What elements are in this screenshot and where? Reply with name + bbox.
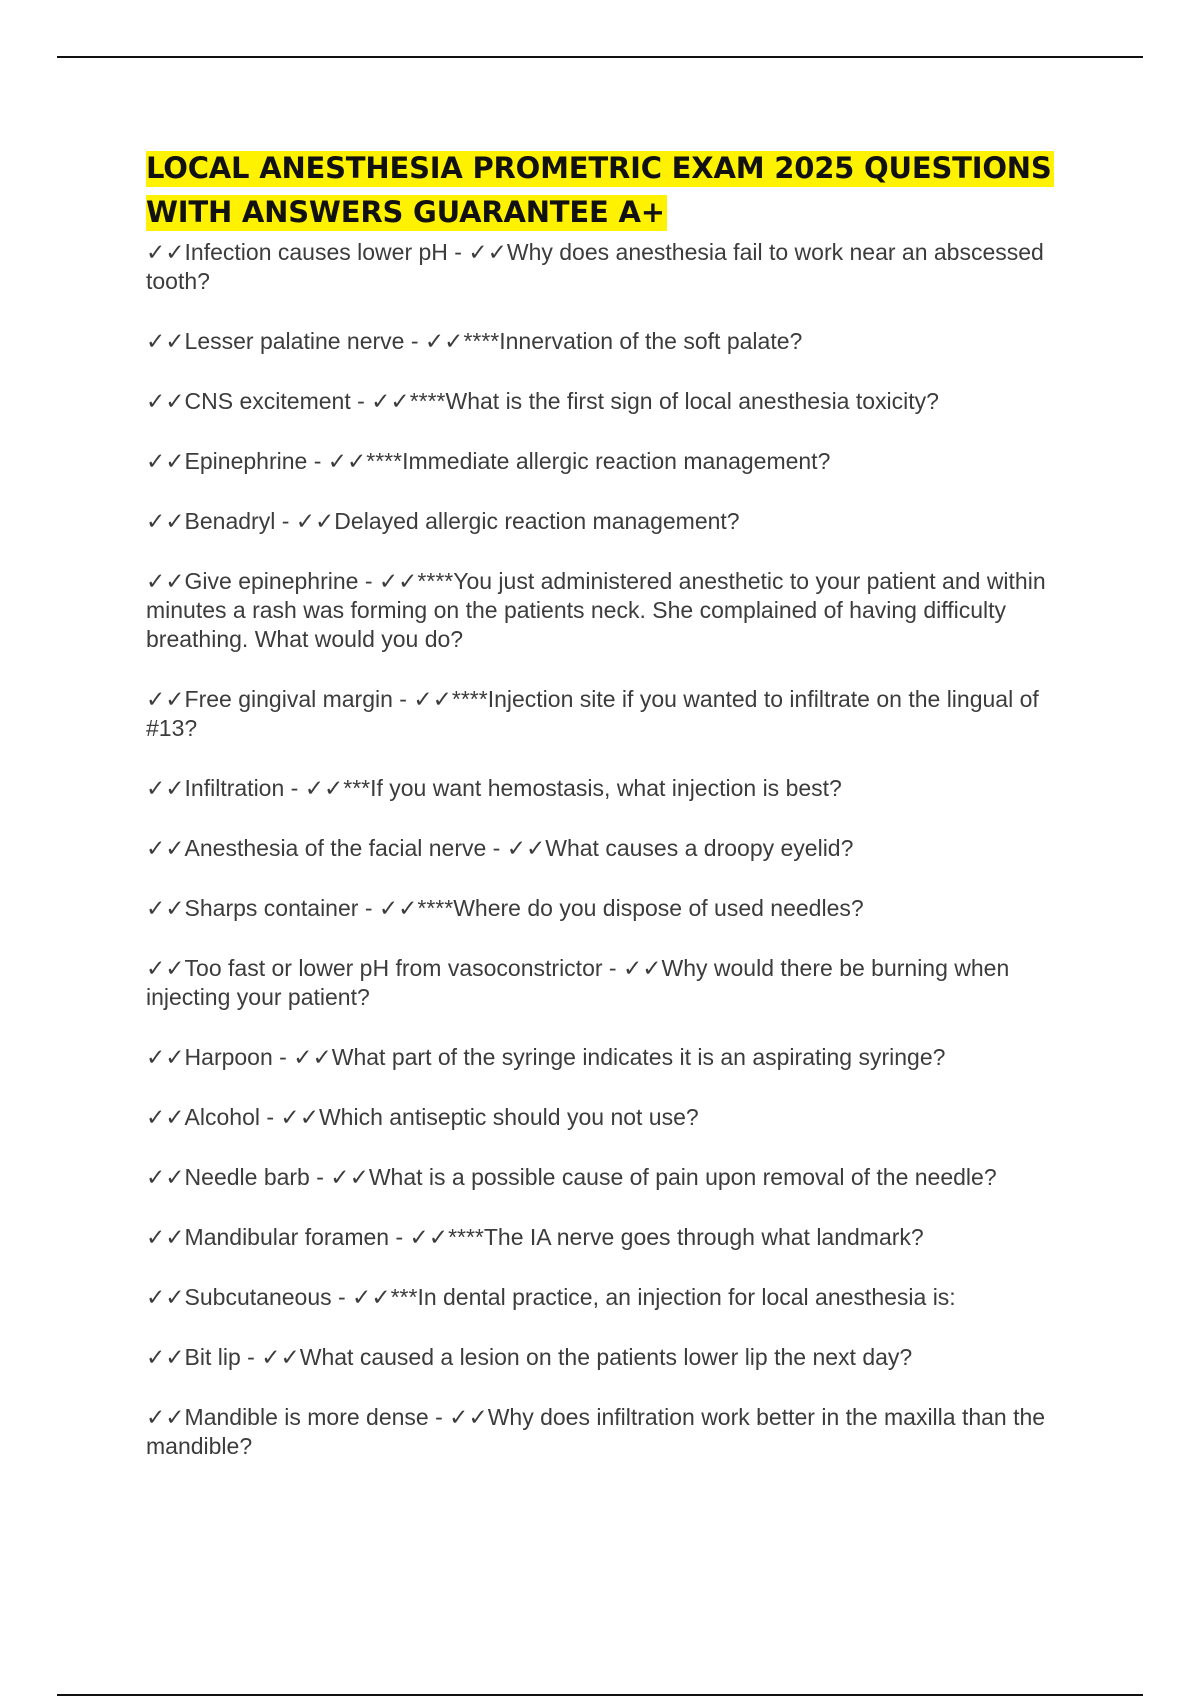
qa-item: ✓✓Lesser palatine nerve - ✓✓****Innervation of the soft palate? (146, 328, 803, 354)
qa-item: ✓✓Infection causes lower pH - ✓✓Why does anesthesia fail to work near an abscessed tooth? (146, 239, 1044, 294)
qa-item: ✓✓Mandible is more dense - ✓✓Why does infiltration work better in the maxilla than the mandible? (146, 1404, 1046, 1459)
qa-item: ✓✓Alcohol - ✓✓Which antiseptic should you not use? (146, 1104, 699, 1130)
qa-item: ✓✓Benadryl - ✓✓Delayed allergic reaction management? (146, 508, 740, 534)
qa-item: ✓✓Anesthesia of the facial nerve - ✓✓What causes a droopy eyelid? (146, 835, 854, 861)
top-rule (57, 56, 1143, 58)
qa-item: ✓✓Bit lip - ✓✓What caused a lesion on the patients lower lip the next day? (146, 1344, 913, 1370)
bottom-rule (57, 1694, 1143, 1696)
qa-item: ✓✓Needle barb - ✓✓What is a possible cause of pain upon removal of the needle? (146, 1164, 997, 1190)
document-body (146, 146, 1092, 1492)
document-title-text: LOCAL ANESTHESIA PROMETRIC EXAM 2025 QUESTIONS WITH ANSWERS GUARANTEE A+ (146, 151, 1052, 229)
document-title (146, 146, 1092, 234)
qa-item: ✓✓Subcutaneous - ✓✓***In dental practice, an injection for local anesthesia is: (146, 1284, 956, 1310)
qa-item: ✓✓Give epinephrine - ✓✓****You just administered anesthetic to your patient and within minutes a rash was forming on the patients neck. She complained of having difficulty breathing. What would you do? (146, 568, 1046, 652)
qa-item: ✓✓Too fast or lower pH from vasoconstrictor - ✓✓Why would there be burning when injecting your patient? (146, 955, 1010, 1010)
qa-item: ✓✓Mandibular foramen - ✓✓****The IA nerve goes through what landmark? (146, 1224, 924, 1250)
qa-item: ✓✓Infiltration - ✓✓***If you want hemostasis, what injection is best? (146, 775, 842, 801)
qa-item: ✓✓Harpoon - ✓✓What part of the syringe indicates it is an aspirating syringe? (146, 1044, 946, 1070)
qa-item: ✓✓Sharps container - ✓✓****Where do you dispose of used needles? (146, 895, 864, 921)
qa-item: ✓✓Epinephrine - ✓✓****Immediate allergic reaction management? (146, 448, 831, 474)
qa-item: ✓✓CNS excitement - ✓✓****What is the first sign of local anesthesia toxicity? (146, 388, 939, 414)
qa-item: ✓✓Free gingival margin - ✓✓****Injection site if you wanted to infiltrate on the lingual of #13? (146, 686, 1039, 741)
